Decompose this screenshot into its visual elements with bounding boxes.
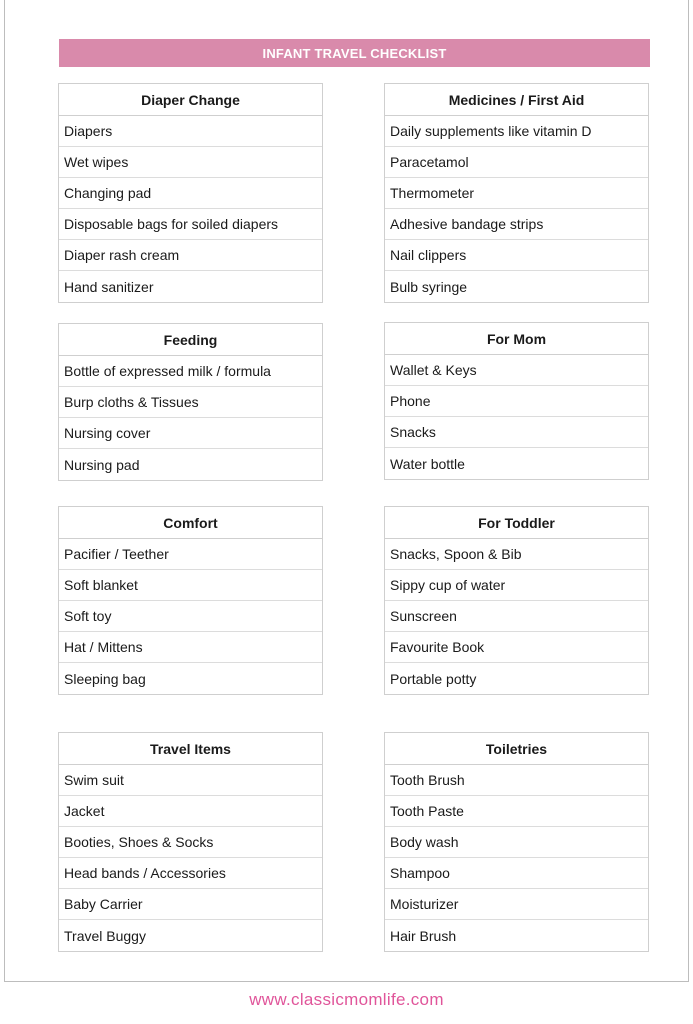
section-heading: Diaper Change: [59, 84, 322, 116]
checklist-item: Head bands / Accessories: [59, 858, 322, 889]
section-toiletries: [384, 732, 649, 952]
checklist-item: Portable potty: [390, 670, 477, 687]
checklist-item: Nursing cover: [59, 418, 322, 449]
checklist-item: Daily supplements like vitamin D: [385, 116, 648, 147]
checklist-item: Paracetamol: [385, 147, 648, 178]
checklist-item: Soft toy: [59, 601, 322, 632]
section-diaper-change: [58, 83, 323, 303]
checklist-item: Burp cloths & Tissues: [59, 387, 322, 418]
section-medicines-first-aid: [384, 83, 649, 303]
checklist-item: Travel Buggy: [64, 927, 146, 944]
section-heading: For Toddler: [385, 507, 648, 539]
checklist-item: Diaper rash cream: [59, 240, 322, 271]
section-heading: Travel Items: [59, 733, 322, 765]
checklist-item: Adhesive bandage strips: [385, 209, 648, 240]
checklist-item: Booties, Shoes & Socks: [59, 827, 322, 858]
checklist-item: Hat / Mittens: [59, 632, 322, 663]
section-for-mom: [384, 322, 649, 480]
section-heading: Toiletries: [385, 733, 648, 765]
section-for-toddler: [384, 506, 649, 695]
checklist-item: Pacifier / Teether: [59, 539, 322, 570]
checklist-item: Wallet & Keys: [385, 355, 648, 386]
checklist-item: Sleeping bag: [64, 670, 146, 687]
checklist-title: INFANT TRAVEL CHECKLIST: [59, 39, 650, 67]
checklist-item: Thermometer: [385, 178, 648, 209]
checklist-item: Water bottle: [390, 455, 465, 472]
checklist-item: Diapers: [59, 116, 322, 147]
checklist-item: Hand sanitizer: [64, 278, 154, 295]
checklist-item: Phone: [385, 386, 648, 417]
checklist-item: Snacks, Spoon & Bib: [385, 539, 648, 570]
checklist-item: Swim suit: [59, 765, 322, 796]
checklist-item: Snacks: [385, 417, 648, 448]
checklist-item: Soft blanket: [59, 570, 322, 601]
checklist-item: Bulb syringe: [390, 278, 468, 295]
checklist-item: Changing pad: [59, 178, 322, 209]
checklist-item: Sunscreen: [385, 601, 648, 632]
section-heading: For Mom: [385, 323, 648, 355]
checklist-item: Wet wipes: [59, 147, 322, 178]
section-heading: Comfort: [59, 507, 322, 539]
section-heading: Medicines / First Aid: [385, 84, 648, 116]
checklist-item: Tooth Brush: [385, 765, 648, 796]
checklist-item: Favourite Book: [385, 632, 648, 663]
website-link[interactable]: www.classicmomlife.com: [249, 990, 444, 1009]
checklist-item: Disposable bags for soiled diapers: [59, 209, 322, 240]
section-travel-items: [58, 732, 323, 952]
checklist-item: Hair Brush: [390, 927, 457, 944]
checklist-item: Sippy cup of water: [385, 570, 648, 601]
checklist-item: Nail clippers: [385, 240, 648, 271]
checklist-item: Body wash: [385, 827, 648, 858]
section-feeding: [58, 323, 323, 481]
checklist-item: Moisturizer: [385, 889, 648, 920]
checklist-item: Jacket: [59, 796, 322, 827]
checklist-item: Tooth Paste: [385, 796, 648, 827]
checklist-item: Nursing pad: [64, 456, 140, 473]
checklist-item: Baby Carrier: [59, 889, 322, 920]
section-comfort: [58, 506, 323, 695]
section-heading: Feeding: [59, 324, 322, 356]
checklist-item: Shampoo: [385, 858, 648, 889]
checklist-item: Bottle of expressed milk / formula: [59, 356, 322, 387]
